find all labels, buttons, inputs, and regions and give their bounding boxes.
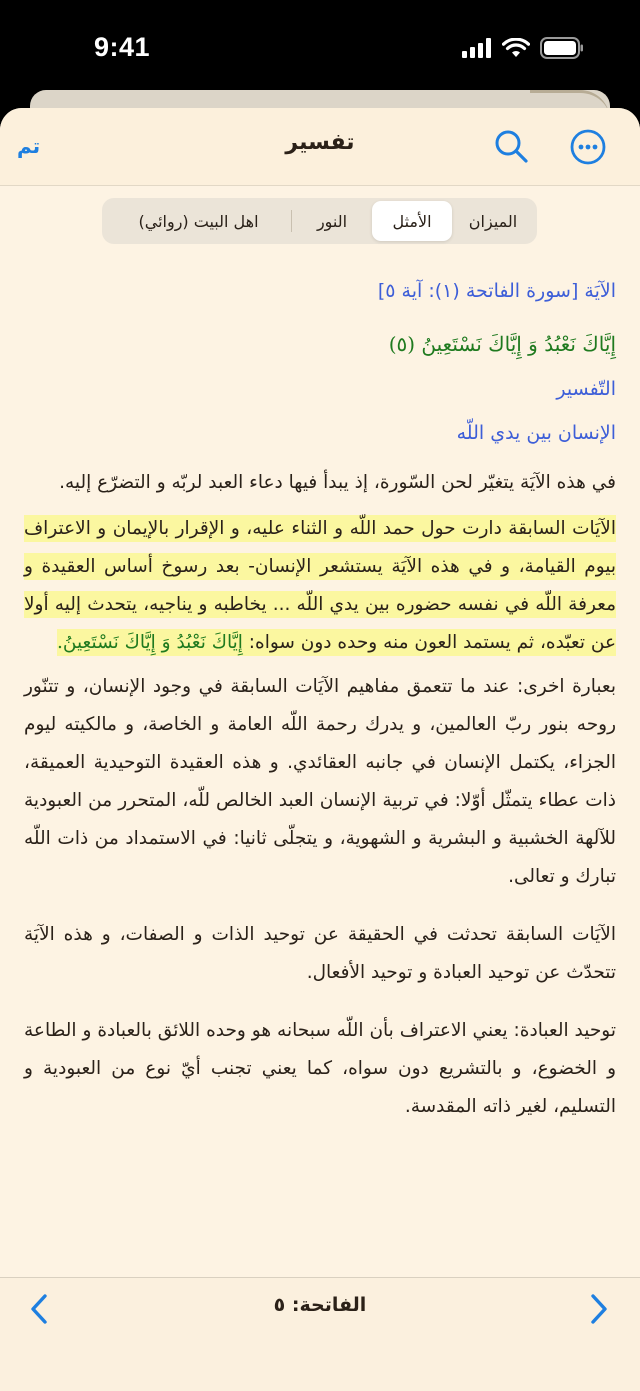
status-time: 9:41 — [94, 32, 151, 62]
tab-label: الأمثل — [392, 211, 432, 231]
verse-reference: الآيَة [سورة الفاتحة (١): آية ٥] — [377, 280, 616, 302]
tafsir-source-tabs — [102, 198, 537, 244]
page-title: تفسير — [285, 130, 355, 155]
tafsir-heading: التّفسير — [556, 378, 616, 400]
verse-text: إِيَّاكَ نَعْبُدُ وَ إِيَّاكَ نَسْتَعِينُ (٥) — [388, 332, 616, 356]
tab-alamthal[interactable] — [372, 201, 452, 241]
navigation-bar — [0, 108, 640, 186]
search-icon[interactable] — [493, 128, 529, 164]
tab-label: الميزان — [468, 211, 518, 231]
done-button[interactable]: تم — [17, 134, 41, 158]
tab-almizan[interactable] — [452, 201, 534, 241]
paragraph: توحيد العبادة: يعني الاعتراف بأن اللّه سبحانه هو وحده اللائق بالعبادة و الطاعة و الخضوع، و بالتشريع دون سواه، كما يعني تجنب أيّ نوع من العبودية و التسليم، لغير ذاته المقدسة. — [24, 1020, 616, 1117]
inline-verse: إِيَّاكَ نَعْبُدُ وَ إِيَّاكَ نَسْتَعِينُ. — [57, 632, 243, 653]
tab-label: اهل البيت (روائي) — [138, 211, 259, 231]
paragraph: الآيَات السابقة تحدثت في الحقيقة عن توحيد الذات و الصفات، و هذه الآيَة تتحدّث عن توحيد العبادة و توحيد الأفعال. — [24, 924, 616, 983]
tab-ahlulbayt[interactable] — [106, 201, 291, 241]
tafsir-sheet — [0, 108, 640, 1391]
cellular-signal-icon — [462, 38, 492, 58]
tab-alnoor[interactable] — [292, 201, 372, 241]
ellipsis-circle-icon[interactable] — [569, 128, 607, 166]
tafsir-content — [0, 268, 640, 1126]
highlighted-paragraph — [24, 510, 616, 662]
current-verse-label: الفاتحة: ٥ — [273, 1294, 367, 1316]
status-bar — [0, 0, 640, 90]
battery-icon — [540, 37, 584, 59]
paragraph: في هذه الآيَة يتغيّر لحن السّورة، إذ يبدأ فيها دعاء العبد لربّه و التضرّع إليه. — [59, 472, 616, 493]
status-icons — [462, 37, 584, 59]
bottom-navigation-bar — [0, 1277, 640, 1391]
highlight-span — [24, 515, 616, 656]
chevron-right-icon[interactable] — [588, 1292, 610, 1326]
tab-label: النور — [316, 211, 348, 231]
wifi-icon — [502, 38, 530, 58]
paragraph: بعبارة اخرى: عند ما تتعمق مفاهيم الآيَات السابقة في وجود الإنسان، و تتنّور روحه بنور ربّ العالمين، و يدرك رحمة اللّه العامة و الخاصة، و مالكيته ليوم الجزاء، يكتمل الإنسان في جانبه العقائدي. و هذه العقيدة التوحيدية العميقة، ذات عطاء يتمثّل أوّلا: في تربية الإنسان العبد الخالص للّه، المتحرر من العبودية للآلهة الخشبية و البشرية و الشهوية، و يتجلّى ثانيا: في الاستمداد من ذات اللّه تبارك و تعالى. — [24, 676, 616, 887]
paragraph-text: الآيَات السابقة دارت حول حمد اللّه و الثناء عليه، و الإقرار بالإيمان و الاعتراف بيوم القيامة، و في هذه الآيَة يستشعر الإنسان- بعد رسوخ أساس العقيدة و معرفة اللّه في نفسه حضوره بين يدي اللّه ... يخاطبه و يناجيه، يتحدث إليه أولا عن تعبّده، ثم يستمد العون منه وحده دون سواه: — [24, 518, 616, 653]
section-subheading: الإنسان بين يدي اللّه — [456, 422, 616, 444]
